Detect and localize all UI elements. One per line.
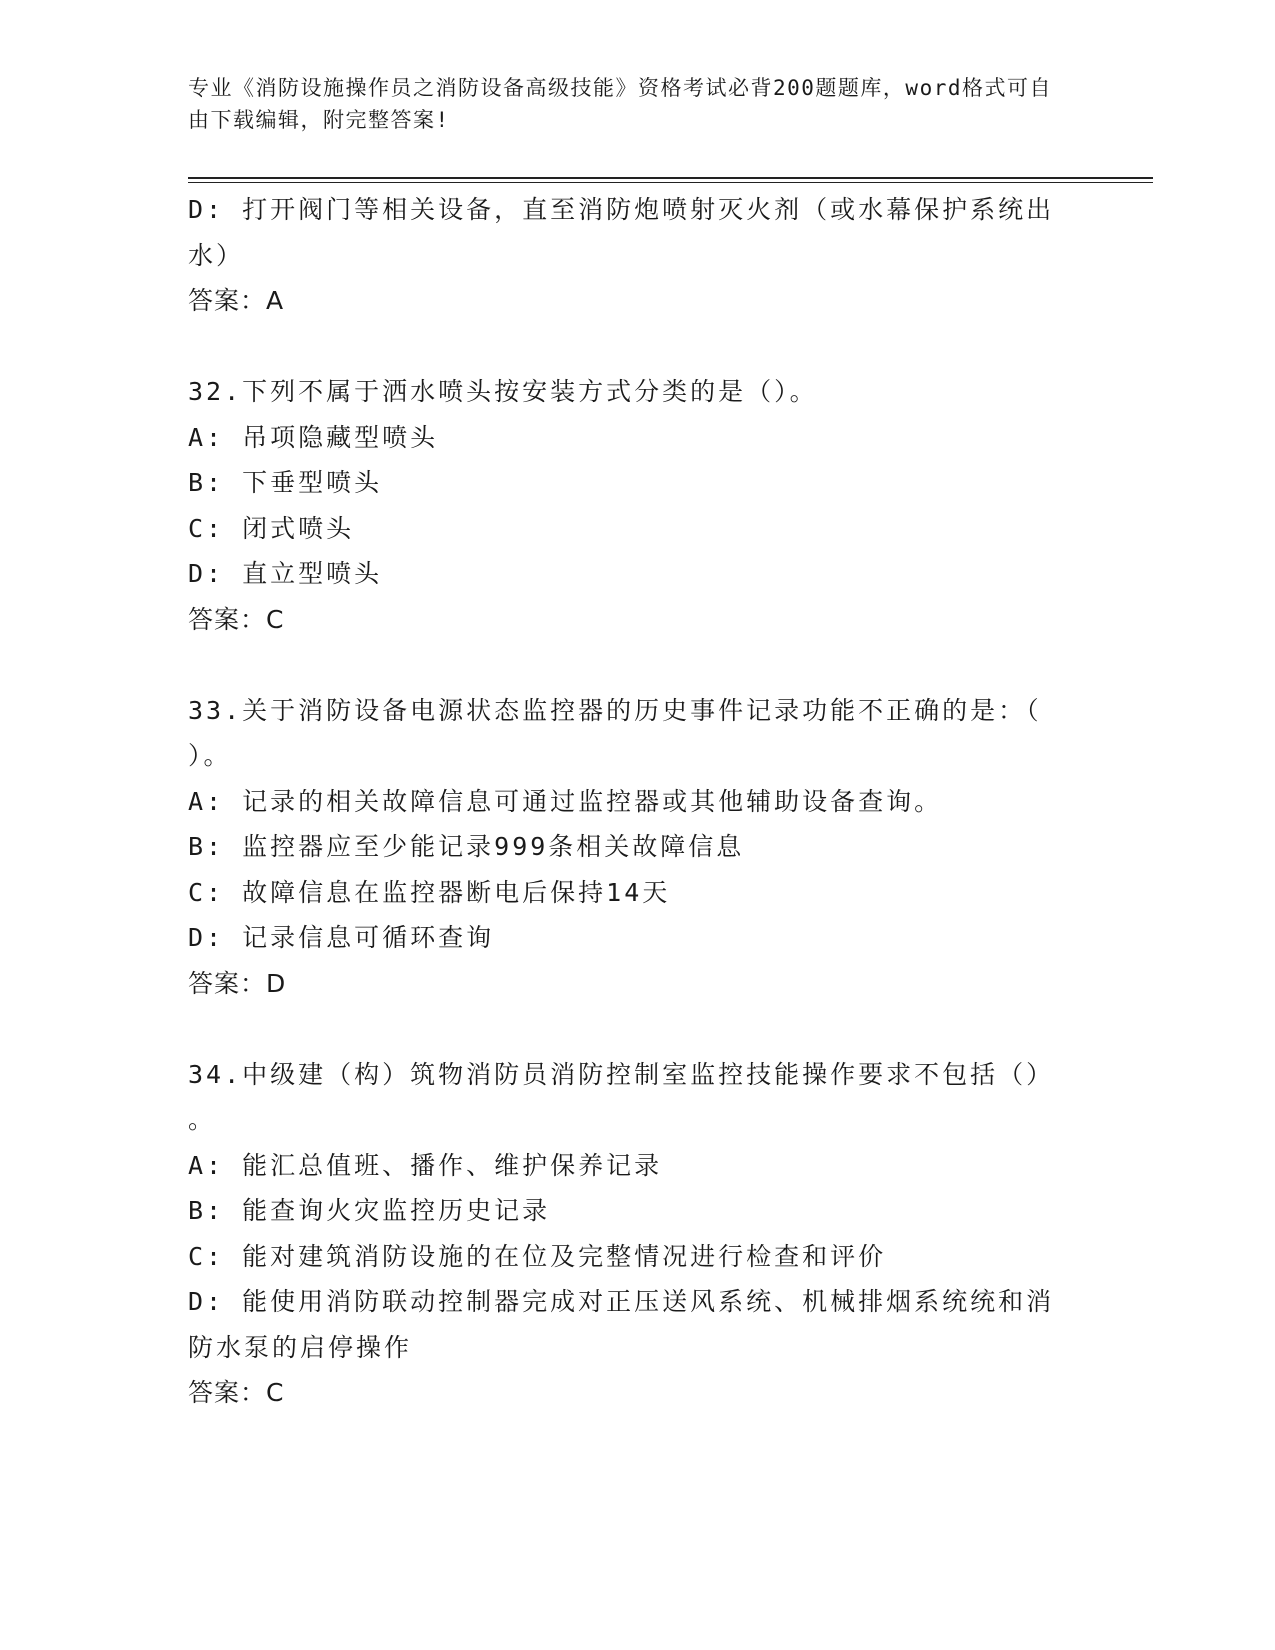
question-34 [188, 1052, 1088, 1416]
option-a: A: 吊项隐藏型喷头 [188, 422, 439, 452]
option-d-line-1: D: 打开阀门等相关设备，直至消防炮喷射灭火剂（或水幕保护系统出 [188, 195, 1055, 224]
option-a: A: 记录的相关故障信息可通过监控器或其他辅助设备查询。 [188, 786, 943, 816]
header-rule-thin [188, 182, 1153, 183]
header-rule-thick [188, 177, 1153, 179]
question-32 [188, 369, 1088, 642]
option-c: C: 故障信息在监控器断电后保持14天 [188, 877, 671, 907]
option-b: B: 下垂型喷头 [188, 468, 383, 497]
question-33 [188, 688, 1088, 1007]
question-stem: 32.下列不属于洒水喷头按安装方式分类的是（）。 [188, 377, 818, 406]
option-d: D: 直立型喷头 [188, 559, 383, 588]
answer: 答案：D [188, 968, 287, 998]
option-c: C: 能对建筑消防设施的在位及完整情况进行检查和评价 [188, 1241, 887, 1271]
question-stem-line-1: 34.中级建（构）筑物消防员消防控制室监控技能操作要求不包括（） [188, 1059, 1055, 1089]
spacer [188, 324, 1088, 370]
option-b: B: 监控器应至少能记录999条相关故障信息 [188, 832, 745, 861]
option-d-line-1: D: 能使用消防联动控制器完成对正压送风系统、机械排烟系统统和消 [188, 1287, 1055, 1316]
page-header: 专业《消防设施操作员之消防设备高级技能》资格考试必背200题题库，word格式可自由下载编辑，附完整答案! [188, 76, 1052, 132]
option-d: D: 记录信息可循环查询 [188, 923, 495, 952]
question-stem-line-2: 。 [188, 1105, 217, 1134]
answer: 答案：A [188, 286, 285, 315]
option-c: C: 闭式喷头 [188, 513, 355, 543]
continued-question [188, 187, 1088, 324]
option-a: A: 能汇总值班、播作、维护保养记录 [188, 1150, 663, 1180]
option-d-line-2: 水） [188, 240, 245, 270]
option-d-line-2: 防水泵的启停操作 [188, 1332, 413, 1362]
question-stem-line-1: 33.关于消防设备电源状态监控器的历史事件记录功能不正确的是：（ [188, 695, 1042, 725]
answer: 答案：C [188, 1378, 285, 1407]
question-stem-line-2: ）。 [188, 741, 232, 770]
spacer [188, 1006, 1088, 1052]
answer: 答案：C [188, 604, 285, 634]
spacer [188, 642, 1088, 688]
question-content [188, 187, 1088, 1416]
option-b: B: 能查询火灾监控历史记录 [188, 1196, 551, 1225]
